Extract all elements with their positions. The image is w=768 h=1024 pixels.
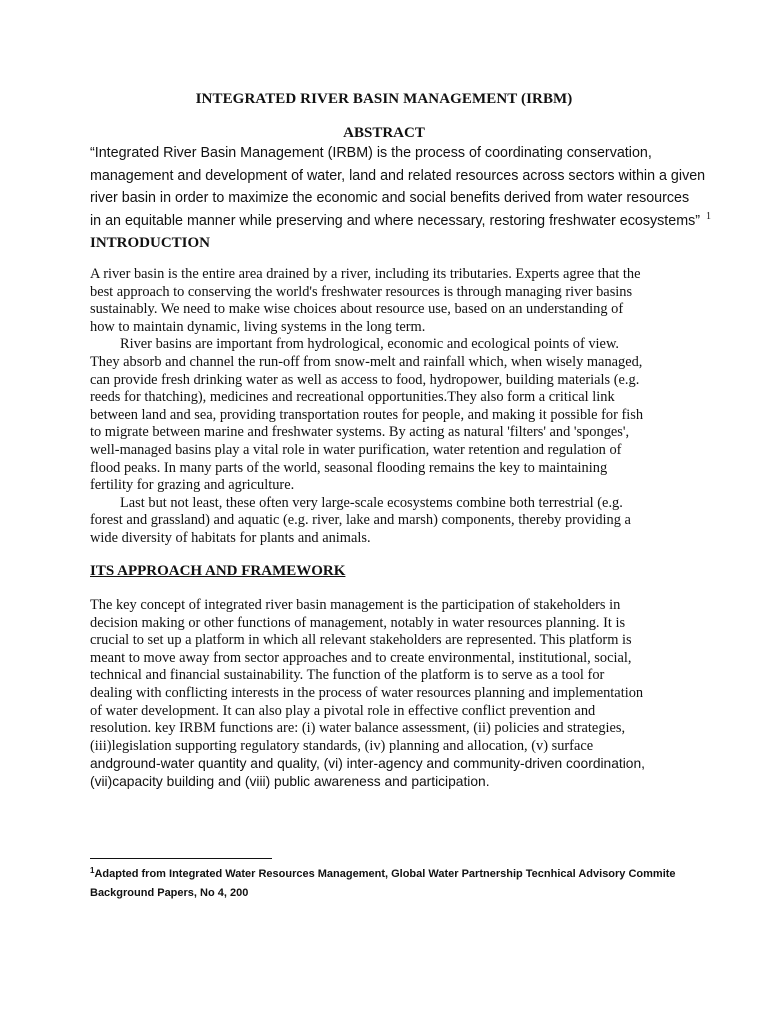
abstract-line: “Integrated River Basin Management (IRBM) is the process of coordinating conservation, xyxy=(90,145,652,161)
paragraph-line: decision making or other functions of management, notably in water resources planning. It is xyxy=(90,614,626,631)
paragraph-line: crucial to set up a platform in which all relevant stakeholders are represented. This platform is xyxy=(90,632,632,649)
paragraph-line: can provide fresh drinking water as well as access to food, hydropower, building materials (e.g. xyxy=(90,371,640,388)
paragraph-line: best approach to conserving the world's freshwater resources is through managing river basins xyxy=(90,283,633,300)
abstract-heading: ABSTRACT xyxy=(343,125,425,141)
paragraph-line: The key concept of integrated river basin management is the participation of stakeholders in xyxy=(90,597,621,613)
introduction-body xyxy=(90,266,690,548)
paragraph-line: well-managed basins play a vital role in water purification, water retention and regulation of xyxy=(90,441,622,458)
paragraph-line: dealing with conflicting interests in the process of water resources planning and implementation xyxy=(90,684,644,701)
abstract-line: river basin in order to maximize the economic and social benefits derived from water resources xyxy=(90,190,690,206)
paragraph-line: resolution. key IRBM functions are: (i) water balance assessment, (ii) policies and strategies, xyxy=(90,720,626,737)
introduction-heading: INTRODUCTION xyxy=(90,235,211,251)
paragraph-line: how to maintain dynamic, living systems in the long term. xyxy=(90,318,426,335)
paragraph-line: wide diversity of habitats for plants and animals. xyxy=(90,529,371,546)
approach-body xyxy=(90,597,690,791)
paragraph-line: A river basin is the entire area drained by a river, including its tributaries. Experts agree that the xyxy=(90,266,641,282)
paragraph-line: fertility for grazing and agriculture. xyxy=(90,477,295,494)
paragraph-line: Last but not least, these often very large-scale ecosystems combine both terrestrial (e.g. xyxy=(120,494,623,511)
footnote-separator xyxy=(90,858,272,859)
paragraph-line: technical and financial sustainability. The function of the platform is to serve as a tool for xyxy=(90,667,605,684)
paragraph-line: flood peaks. In many parts of the world, seasonal flooding remains the key to maintaining xyxy=(90,459,608,476)
paragraph-line: (vii)capacity building and (viii) public awareness and participation. xyxy=(90,773,490,789)
paragraph-line: (iii)legislation supporting regulatory standards, (iv) planning and allocation, (v) surface xyxy=(90,737,594,754)
abstract-text xyxy=(90,142,712,234)
footnote-line: Background Papers, No 4, 200 xyxy=(90,887,249,899)
abstract-line-text: in an equitable manner while preserving and where necessary, restoring freshwater ecosystems” xyxy=(90,212,701,229)
paragraph-line: They absorb and channel the run-off from snow-melt and rainfall which, when wisely managed, xyxy=(90,353,643,370)
paragraph-line: of water development. It can also play a pivotal role in effective conflict prevention and xyxy=(90,702,596,719)
footnote-text: Adapted from Integrated Water Resources Management, Global Water Partnership Tecnhical Advisory Commite xyxy=(94,868,676,880)
paragraph-line: between land and sea, providing transportation routes for people, and making it possible for fish xyxy=(90,406,644,423)
abstract-line: management and development of water, land and related resources across sectors within a given xyxy=(90,167,706,184)
paragraph-line: forest and grassland) and aquatic (e.g. river, lake and marsh) components, thereby providing a xyxy=(90,512,631,529)
approach-heading: ITS APPROACH AND FRAMEWORK xyxy=(90,563,346,579)
footnote xyxy=(90,865,730,902)
paragraph-line: to migrate between marine and freshwater systems. By acting as natural 'filters' and 'sponges', xyxy=(90,424,630,441)
footnote-marker: 1 xyxy=(90,866,95,875)
paragraph-line: andground-water quantity and quality, (vi) inter-agency and community-driven coordination, xyxy=(90,756,645,772)
abstract-line xyxy=(90,210,712,235)
abstract-footnote-marker: 1 xyxy=(706,210,712,222)
paragraph-line: reeds for thatching), medicines and recreational opportunities.They also form a critical link xyxy=(90,389,615,406)
footnote-line xyxy=(90,865,730,884)
paragraph-line: sustainably. We need to make wise choices about resource use, based on an understanding of xyxy=(90,301,624,318)
document-title: INTEGRATED RIVER BASIN MANAGEMENT (IRBM) xyxy=(195,91,573,107)
paragraph-line: meant to move away from sector approaches and to create environmental, institutional, social, xyxy=(90,649,632,666)
paragraph-line: River basins are important from hydrological, economic and ecological points of view. xyxy=(120,336,619,353)
